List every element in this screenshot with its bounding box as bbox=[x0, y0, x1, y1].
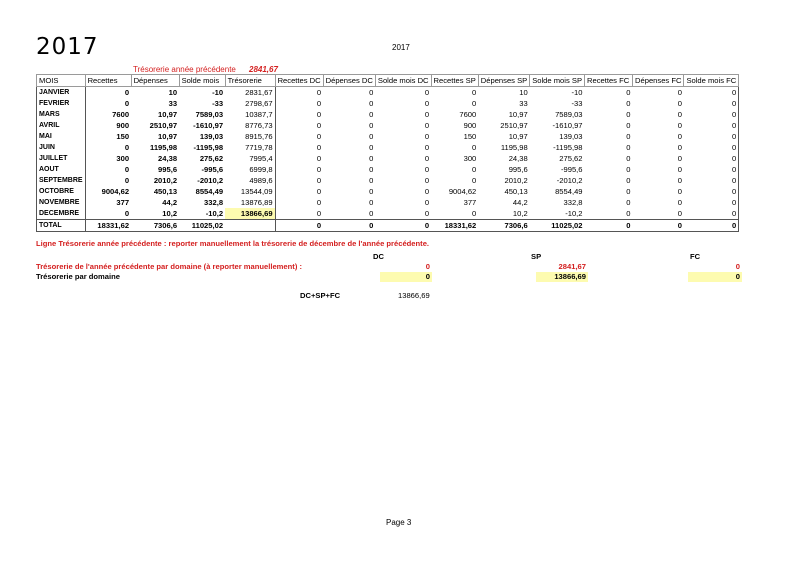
table-cell: -10,2 bbox=[179, 208, 225, 220]
table-cell: 377 bbox=[463, 197, 477, 207]
table-cell: 0 bbox=[684, 142, 739, 153]
total-cell: 0 bbox=[375, 220, 431, 232]
table-cell: -995,6 bbox=[201, 164, 224, 174]
table-cell: 0 bbox=[677, 164, 682, 174]
table-cell: 0 bbox=[424, 186, 430, 196]
table-cell: 13876,89 bbox=[240, 197, 273, 207]
table-cell: 10,97 bbox=[158, 131, 178, 141]
table-cell: 300 bbox=[116, 153, 130, 163]
table-cell: 0 bbox=[684, 120, 739, 131]
total-cell: 0 bbox=[684, 220, 739, 232]
table-cell: 0 bbox=[585, 208, 633, 220]
table-cell: 0 bbox=[472, 98, 477, 108]
table-cell: 0 bbox=[677, 131, 682, 141]
column-header: Recettes SP bbox=[431, 75, 478, 87]
table-cell: 150 bbox=[463, 131, 477, 141]
table-cell: -10 bbox=[571, 87, 583, 97]
table-cell: -10,2 bbox=[530, 208, 585, 220]
table-cell: 0 bbox=[275, 175, 323, 186]
table-cell: 9004,62 bbox=[448, 186, 477, 196]
table-cell: 0 bbox=[275, 109, 323, 120]
column-header: Solde mois DC bbox=[375, 75, 431, 87]
table-cell: 0 bbox=[684, 131, 739, 142]
table-cell: 0 bbox=[626, 120, 631, 130]
table-cell: 0 bbox=[626, 175, 631, 185]
domain-header-dc: DC bbox=[373, 252, 384, 261]
table-cell: 377 bbox=[116, 197, 130, 207]
table-cell: 995,6 bbox=[158, 164, 178, 174]
table-cell: 0 bbox=[369, 142, 374, 152]
table-header-row bbox=[37, 75, 739, 87]
table-cell: 2510,97 bbox=[500, 120, 528, 130]
column-header: MOIS bbox=[37, 75, 86, 87]
table-cell: 7589,03 bbox=[195, 109, 224, 119]
column-header: Dépenses FC bbox=[633, 75, 684, 87]
table-cell: 0 bbox=[124, 164, 130, 174]
page-number: Page 3 bbox=[386, 518, 412, 527]
table-cell: 0 bbox=[626, 142, 631, 152]
total-cell: 18331,62 bbox=[431, 220, 478, 232]
column-header: Solde mois SP bbox=[530, 75, 585, 87]
table-cell: 0 bbox=[684, 175, 739, 186]
table-cell: 0 bbox=[275, 142, 323, 153]
table-cell: -1610,97 bbox=[552, 120, 583, 130]
total-cell: 0 bbox=[633, 220, 684, 232]
treasury-table bbox=[36, 74, 739, 232]
table-cell: 0 bbox=[424, 109, 430, 119]
table-cell: 7719,78 bbox=[245, 142, 273, 152]
month-cell: MAI bbox=[37, 131, 86, 142]
month-cell: AOUT bbox=[37, 164, 86, 175]
table-cell: -1610,97 bbox=[193, 120, 224, 130]
table-cell: 0 bbox=[369, 186, 374, 196]
month-cell: MARS bbox=[37, 109, 86, 120]
table-cell: 0 bbox=[369, 120, 374, 130]
table-cell: 0 bbox=[124, 87, 130, 97]
table-cell: 0 bbox=[472, 87, 477, 97]
table-cell: -33 bbox=[571, 98, 583, 108]
table-cell: 33 bbox=[519, 98, 528, 108]
table-cell: 2510,97 bbox=[149, 120, 178, 130]
column-header: Dépenses bbox=[131, 75, 179, 87]
table-cell: 24,38 bbox=[158, 153, 178, 163]
table-cell: 2831,67 bbox=[245, 87, 273, 97]
table-cell: 7995,4 bbox=[249, 153, 273, 163]
table-cell: 0 bbox=[124, 98, 130, 108]
table-cell: 0 bbox=[472, 175, 477, 185]
table-cell: 450,13 bbox=[153, 186, 178, 196]
total-cell: 0 bbox=[275, 220, 323, 232]
table-cell: 0 bbox=[369, 98, 374, 108]
month-cell: JUILLET bbox=[37, 153, 86, 164]
table-cell: 6999,8 bbox=[249, 164, 273, 174]
table-row bbox=[37, 109, 739, 120]
table-cell: 0 bbox=[275, 120, 323, 131]
table-cell: 0 bbox=[626, 87, 631, 97]
table-cell: -33 bbox=[212, 98, 224, 108]
table-cell: 44,2 bbox=[162, 197, 178, 207]
table-cell: 0 bbox=[369, 153, 374, 163]
table-cell: 0 bbox=[85, 208, 131, 220]
table-cell: 9004,62 bbox=[101, 186, 130, 196]
table-cell: 900 bbox=[116, 120, 130, 130]
domain-value-sp: 13866,69 bbox=[536, 272, 588, 282]
total-cell: 18331,62 bbox=[85, 220, 131, 232]
table-cell: 0 bbox=[369, 197, 374, 207]
table-cell: 0 bbox=[424, 175, 430, 185]
table-cell: 0 bbox=[677, 197, 682, 207]
table-cell: 0 bbox=[424, 131, 430, 141]
table-cell: 10 bbox=[168, 87, 178, 97]
column-header: Solde mois bbox=[179, 75, 225, 87]
column-header: Recettes bbox=[85, 75, 131, 87]
month-cell: JANVIER bbox=[37, 87, 86, 99]
table-cell: 0 bbox=[684, 98, 739, 109]
sum-label: DC+SP+FC bbox=[300, 291, 341, 300]
table-cell: 10,97 bbox=[158, 109, 178, 119]
table-cell: 0 bbox=[472, 164, 477, 174]
table-cell: 0 bbox=[626, 186, 631, 196]
table-cell: 0 bbox=[677, 87, 682, 97]
table-cell: 0 bbox=[424, 120, 430, 130]
table-cell: 0 bbox=[124, 175, 130, 185]
table-cell: -2010,2 bbox=[556, 175, 583, 185]
table-cell: -10 bbox=[212, 87, 224, 97]
table-cell: 0 bbox=[677, 142, 682, 152]
total-cell: 11025,02 bbox=[530, 220, 585, 232]
table-cell: 0 bbox=[369, 175, 374, 185]
prev-treasury-label: Trésorerie année précédente bbox=[133, 65, 236, 74]
table-cell: 2010,2 bbox=[153, 175, 178, 185]
table-cell: 0 bbox=[684, 186, 739, 197]
table-cell: 332,8 bbox=[563, 197, 583, 207]
prev-domain-value-fc: 0 bbox=[735, 262, 740, 271]
table-cell: 450,13 bbox=[504, 186, 528, 196]
table-cell: 300 bbox=[463, 153, 477, 163]
table-cell: 13544,09 bbox=[240, 186, 273, 196]
month-cell: OCTOBRE bbox=[37, 186, 86, 197]
table-cell: 995,6 bbox=[508, 164, 528, 174]
table-row bbox=[37, 175, 739, 186]
table-cell: 10 bbox=[519, 87, 528, 97]
table-cell: 139,03 bbox=[559, 131, 583, 141]
table-row bbox=[37, 120, 739, 131]
table-cell: 0 bbox=[633, 208, 684, 220]
table-cell: 8554,49 bbox=[195, 186, 224, 196]
table-cell: 8554,49 bbox=[555, 186, 583, 196]
column-header: Dépenses SP bbox=[478, 75, 529, 87]
table-cell: 7589,03 bbox=[555, 109, 583, 119]
table-cell: -2010,2 bbox=[197, 175, 224, 185]
table-row bbox=[37, 208, 739, 220]
table-cell: 332,8 bbox=[204, 197, 224, 207]
domain-value-fc: 0 bbox=[688, 272, 742, 282]
total-cell: 11025,02 bbox=[179, 220, 225, 232]
table-cell: 0 bbox=[369, 164, 374, 174]
table-row bbox=[37, 87, 739, 99]
table-cell: 0 bbox=[424, 87, 430, 97]
table-cell: 0 bbox=[677, 109, 682, 119]
column-header: Trésorerie bbox=[225, 75, 275, 87]
table-cell: 0 bbox=[275, 87, 323, 99]
table-cell: -1195,98 bbox=[193, 142, 224, 152]
table-row bbox=[37, 164, 739, 175]
table-cell: 0 bbox=[275, 197, 323, 208]
table-cell: 0 bbox=[626, 164, 631, 174]
table-cell: 0 bbox=[684, 208, 739, 220]
table-cell: 0 bbox=[375, 208, 431, 220]
total-label: TOTAL bbox=[37, 220, 86, 232]
table-cell: 0 bbox=[626, 153, 631, 163]
table-cell: 0 bbox=[369, 131, 374, 141]
table-cell: 10387,7 bbox=[245, 109, 273, 119]
table-cell: 139,03 bbox=[199, 131, 224, 141]
table-cell: 0 bbox=[626, 98, 631, 108]
table-cell: 1195,98 bbox=[150, 142, 178, 152]
table-cell: 8915,76 bbox=[245, 131, 273, 141]
table-cell: 0 bbox=[684, 153, 739, 164]
table-cell: 0 bbox=[275, 164, 323, 175]
table-cell: 13866,69 bbox=[225, 208, 275, 220]
table-cell: 10,97 bbox=[508, 109, 528, 119]
sum-value: 13866,69 bbox=[398, 291, 430, 300]
prev-domain-treasury-label: Trésorerie de l'année précédente par domaine (à reporter manuellement) : bbox=[36, 262, 302, 271]
table-cell: 0 bbox=[124, 142, 130, 152]
table-cell: 0 bbox=[684, 197, 739, 208]
table-cell: 24,38 bbox=[508, 153, 528, 163]
table-row bbox=[37, 131, 739, 142]
column-header: Recettes FC bbox=[585, 75, 633, 87]
prev-domain-value-sp: 2841,67 bbox=[558, 262, 586, 271]
table-cell: 10,2 bbox=[131, 208, 179, 220]
table-cell: 7600 bbox=[459, 109, 477, 119]
column-header: Dépenses DC bbox=[323, 75, 375, 87]
total-cell: 7306,6 bbox=[131, 220, 179, 232]
month-cell: DECEMBRE bbox=[37, 208, 86, 220]
table-cell: 10,97 bbox=[508, 131, 528, 141]
year-header: 2017 bbox=[392, 43, 410, 52]
table-cell: 33 bbox=[168, 98, 178, 108]
table-cell: 7600 bbox=[112, 109, 130, 119]
table-cell: 0 bbox=[677, 175, 682, 185]
prev-treasury-value: 2841,67 bbox=[249, 65, 278, 74]
table-cell: 8776,73 bbox=[245, 120, 273, 130]
table-cell: 0 bbox=[275, 153, 323, 164]
prev-domain-value-dc: 0 bbox=[425, 262, 430, 271]
table-cell: 275,62 bbox=[559, 153, 583, 163]
column-header: Recettes DC bbox=[275, 75, 323, 87]
month-cell: JUIN bbox=[37, 142, 86, 153]
total-row bbox=[37, 220, 739, 232]
domain-header-fc: FC bbox=[690, 252, 701, 261]
total-cell: 0 bbox=[323, 220, 375, 232]
table-cell: 150 bbox=[116, 131, 130, 141]
table-cell: 0 bbox=[424, 197, 430, 207]
table-cell: 0 bbox=[626, 109, 631, 119]
table-row bbox=[37, 153, 739, 164]
table-cell: 0 bbox=[677, 98, 682, 108]
table-cell: 0 bbox=[275, 208, 323, 220]
table-cell: 0 bbox=[424, 153, 430, 163]
table-row bbox=[37, 98, 739, 109]
table-row bbox=[37, 142, 739, 153]
table-cell: 0 bbox=[369, 87, 374, 97]
table-cell: 0 bbox=[677, 186, 682, 196]
table-cell: 0 bbox=[684, 164, 739, 175]
table-row bbox=[37, 186, 739, 197]
month-cell: NOVEMBRE bbox=[37, 197, 86, 208]
total-cell: 7306,6 bbox=[478, 220, 529, 232]
month-cell: SEPTEMBRE bbox=[37, 175, 86, 186]
table-cell: 0 bbox=[275, 98, 323, 109]
table-cell: 10,2 bbox=[478, 208, 529, 220]
table-cell: 0 bbox=[431, 208, 478, 220]
table-cell: 0 bbox=[275, 131, 323, 142]
table-cell: 0 bbox=[424, 164, 430, 174]
table-cell: 0 bbox=[323, 208, 375, 220]
table-cell: 0 bbox=[684, 87, 739, 99]
table-cell: 0 bbox=[677, 153, 682, 163]
table-cell: 0 bbox=[626, 197, 631, 207]
table-cell: 0 bbox=[369, 109, 374, 119]
year-title: 2017 bbox=[36, 34, 99, 60]
table-cell: 4989,6 bbox=[249, 175, 273, 185]
instruction-note: Ligne Trésorerie année précédente : reporter manuellement la trésorerie de décembre de l'année précédente. bbox=[36, 239, 430, 248]
table-cell: 0 bbox=[684, 109, 739, 120]
domain-header-sp: SP bbox=[531, 252, 542, 261]
month-cell: AVRIL bbox=[37, 120, 86, 131]
table-cell: 0 bbox=[472, 142, 477, 152]
table-cell: 44,2 bbox=[512, 197, 528, 207]
table-cell: -1195,98 bbox=[553, 142, 583, 152]
table-cell: 0 bbox=[626, 131, 631, 141]
table-cell: 0 bbox=[424, 142, 430, 152]
column-header: Solde mois FC bbox=[684, 75, 739, 87]
total-cell bbox=[225, 220, 275, 232]
table-cell: 2010,2 bbox=[504, 175, 528, 185]
table-cell: 900 bbox=[463, 120, 477, 130]
domain-treasury-label: Trésorerie par domaine bbox=[36, 272, 120, 281]
table-row bbox=[37, 197, 739, 208]
table-cell: 0 bbox=[424, 98, 430, 108]
table-cell: 0 bbox=[275, 186, 323, 197]
table-cell: 1195,98 bbox=[500, 142, 528, 152]
table-cell: 2798,67 bbox=[245, 98, 273, 108]
total-cell: 0 bbox=[585, 220, 633, 232]
month-cell: FEVRIER bbox=[37, 98, 86, 109]
table-cell: -995,6 bbox=[560, 164, 583, 174]
domain-value-dc: 0 bbox=[380, 272, 432, 282]
table-cell: 275,62 bbox=[199, 153, 224, 163]
table-cell: 0 bbox=[677, 120, 682, 130]
